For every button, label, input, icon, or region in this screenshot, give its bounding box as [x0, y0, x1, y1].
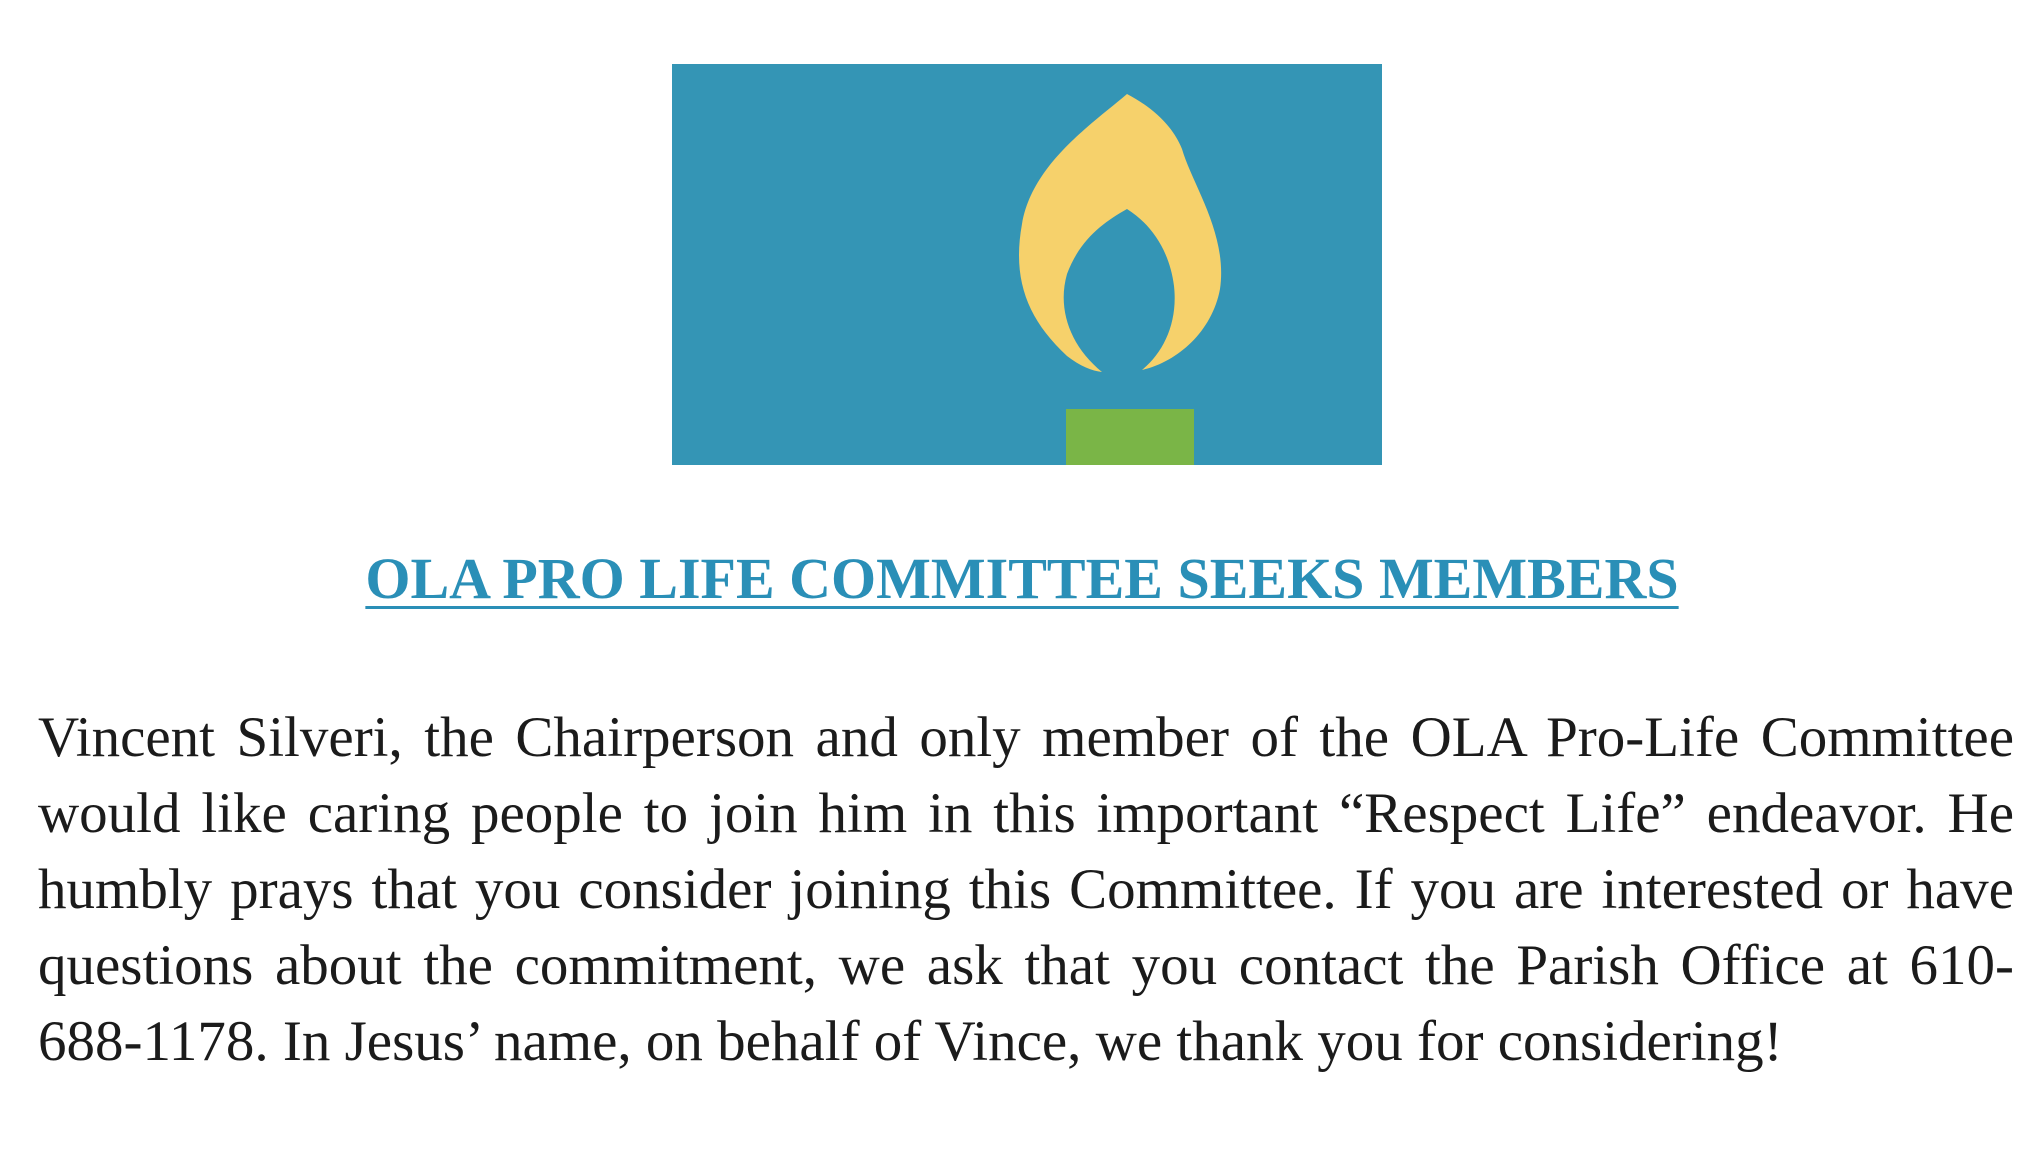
- page-title: [0, 545, 2044, 613]
- candle-shape: [1066, 409, 1194, 465]
- candle-logo: [672, 64, 1382, 465]
- body-paragraph: Vincent Silveri, the Chairperson and only member of the OLA Pro-Life Committee would like caring people to join him in this important “Respect Life” endeavor. He humbly prays that you consider joining this Committee. If you are interested or have questions about the commitment, we ask that you contact the Parish Office at 610-688-1178. In Jesus’ name, on behalf of Vince, we thank you for considering!: [38, 706, 2014, 1073]
- page-title-text: OLA PRO LIFE COMMITTEE SEEKS MEMBERS: [365, 546, 1679, 611]
- candle-flame-icon: [672, 64, 1382, 465]
